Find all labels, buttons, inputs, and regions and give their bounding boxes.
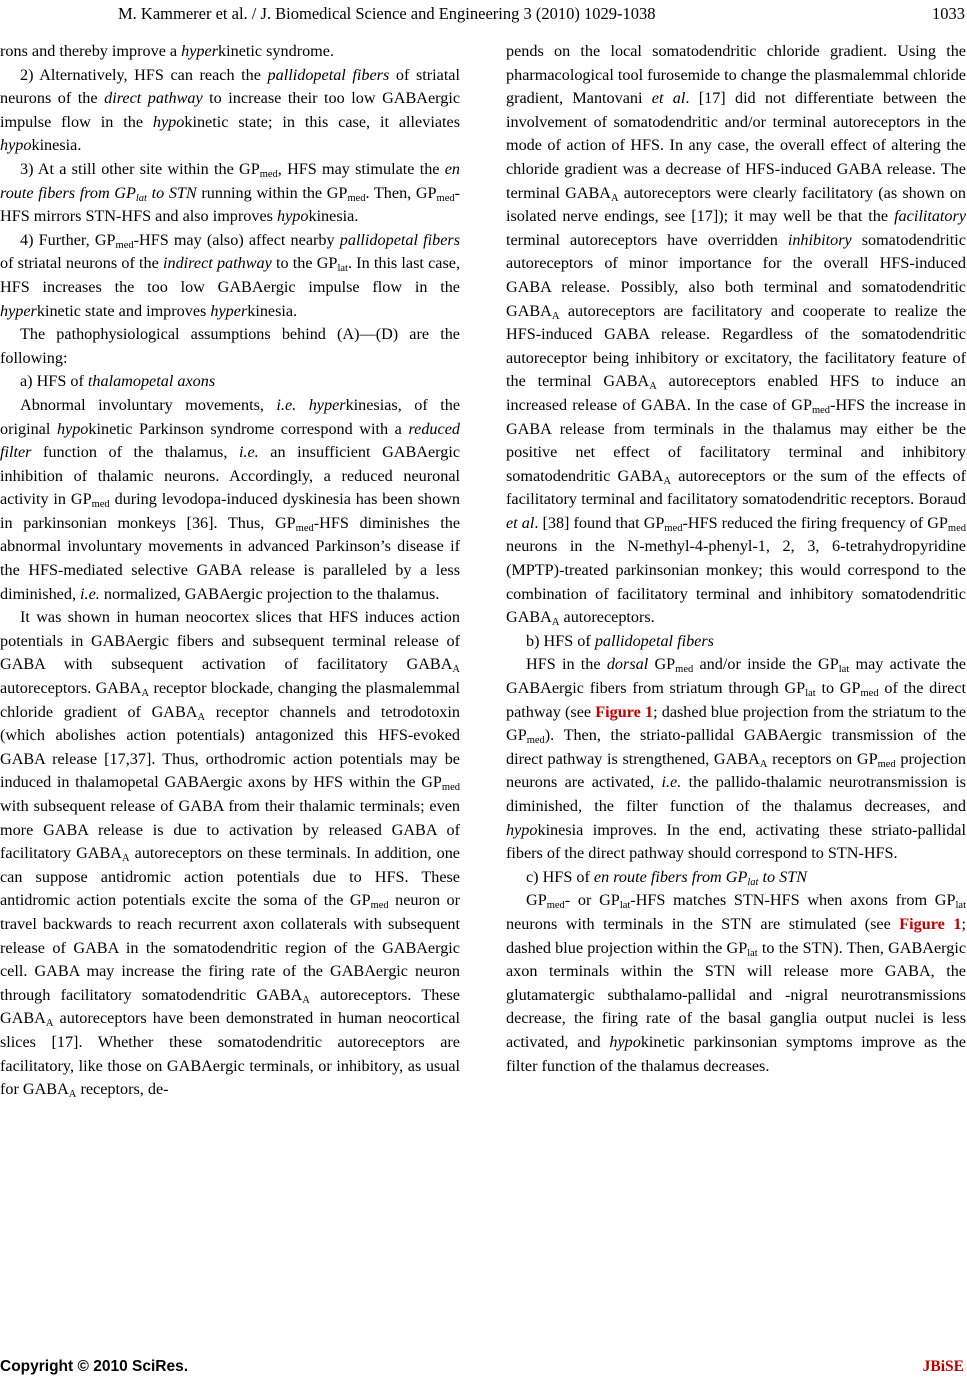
- paragraph-8: pends on the local somatodendritic chloride gradient. Using the pharmacological tool furosemide to change the plasmalemmal chloride gradient, Mantovani et al. [17] did not differentiate between the involvement of somatodendritic and/or terminal autoreceptors in the mode of action of HFS. In any case, the overall effect of altering the chloride gradient was a decrease of HFS-induced GABA release. The terminal $GABA_A$ autoreceptors were clearly facilitatory (as shown on isolated nerve endings, see [17]); it may well be that the facilitatory terminal autoreceptors have overridden inhibitory somatodendritic autoreceptors of minor importance for the overall HFS-induced GABA release. Possibly, also both terminal and somatodendritic $GABA_A$ autoreceptors are facilitatory and cooperate to realize the HFS-induced GABA release. Regardless of the somatodendritic autoreceptor being inhibitory or excitatory, the facilitatory feature of the terminal $GABA_A$ autoreceptors enabled HFS to induce an increased release of GABA. In the case of $GP_{med}$-HFS the increase in GABA release from terminals in the thalamus may either be the positive net effect of facilitatory terminal and inhibitory somatodendritic $GABA_A$ autoreceptors or the sum of the effects of facilitatory terminal and facilitatory somatodendritic receptors. Boraud et al. [38] found that $GP_{med}$-HFS reduced the firing frequency of $GP_{med}$ neurons in the N-methyl-4-phenyl-1, 2, 3, 6-tetrahydropyridine (MPTP)-treated parkinsonian monkey; this would correspond to the combination of facilitatory terminal and inhibitory somatodendritic $GABA_A$ autoreceptors.: [506, 42, 967, 629]
- figure-link[interactable]: Figure 1: [595, 702, 654, 721]
- right-column: [506, 40, 966, 1078]
- paragraph-9: HFS in the dorsal $GP_{med}$ and/or inside the $GP_{lat}$ may activate the GABAergic fibers from striatum through $GP_{lat}$ to $GP_{med}$ of the direct pathway (see Figure 1; dashed blue projection from the striatum to the $GP_{med}$). Then, the striato-pallidal GABAergic transmission of the direct pathway is strengthened, $GABA_A$ receptors on $GP_{med}$ projection neurons are activated, i.e. the pallido-thalamic neurotransmission is diminished, the filter function of the thalamus decreases, and hypokinesia improves. In the end, activating these striato-pallidal fibers of the direct pathway should correspond to STN-HFS.: [506, 655, 966, 863]
- running-header: [0, 4, 967, 26]
- paragraph-2: 2) Alternatively, HFS can reach the pallidopetal fibers of striatal neurons of the direct pathway to increase their too low GABAergic impulse flow in the hypokinetic state; in this case, it alleviates hypokinesia.: [0, 65, 461, 155]
- page-number: 1033: [932, 4, 965, 23]
- figure-link[interactable]: Figure 1: [899, 914, 962, 933]
- journal-brand: JBiSE: [922, 1358, 964, 1375]
- section-heading-b: b) HFS of pallidopetal fibers: [526, 631, 714, 650]
- paragraph-5: The pathophysiological assumptions behind (A)—(D) are the following:: [0, 325, 460, 367]
- copyright-notice: Copyright © 2010 SciRes.: [0, 1358, 189, 1375]
- journal-citation: M. Kammerer et al. / J. Biomedical Science and Engineering 3 (2010) 1029-1038: [118, 4, 656, 23]
- paragraph-3: 3) At a still other site within the $GP_{med}$, HFS may stimulate the en route fibers from $GP_{lat}$ to STN running within the $GP_{med}$. Then, $GP_{med}$-HFS mirrors STN-HFS and also improves hypokinesia.: [0, 159, 460, 226]
- section-heading-c: c) HFS of en route fibers from $GP_{lat}$ to STN: [526, 867, 808, 888]
- left-column: [0, 40, 460, 1102]
- paragraph-4: 4) Further, $GP_{med}$-HFS may (also) affect nearby pallidopetal fibers of striatal neurons of the indirect pathway to the $GP_{lat}$. In this last case, HFS increases the too low GABAergic impulse flow in the hyperkinetic state and improves hyperkinesia.: [0, 230, 461, 320]
- paragraph-6: Abnormal involuntary movements, i.e. hyperkinesias, of the original hypokinetic Parkinson syndrome correspond with a reduced filter function of the thalamus, i.e. an insufficient GABAergic inhibition of thalamic neurons. Accordingly, a reduced neuronal activity in $GP_{med}$ during levodopa-induced dyskinesia has been shown in parkinsonian monkeys [36]. Thus, $GP_{med}$-HFS diminishes the abnormal involuntary movements in advanced Parkinson’s disease if the HFS-mediated selective GABA release is paralleled by a less diminished, i.e. normalized, GABAergic projection to the thalamus.: [0, 395, 461, 603]
- section-heading-a: a) HFS of thalamopetal axons: [20, 372, 216, 391]
- page-footer: [0, 1358, 967, 1380]
- paragraph-1: rons and thereby improve a hyperkinetic syndrome.: [0, 42, 334, 60]
- paragraph-7: It was shown in human neocortex slices that HFS induces action potentials in GABAergic fibers and subsequent terminal release of GABA with subsequent activation of facilitatory $GABA_A$ autoreceptors. $GABA_A$ receptor blockade, changing the plasmalemmal chloride gradient of $GABA_A$ receptor channels and tetrodotoxin (which abolishes action potentials) antagonized this HFS-evoked GABA release [17,37]. Thus, orthodromic action potentials may be induced in thalamopetal GABAergic axons by HFS within the $GP_{med}$ with subsequent release of GABA from their thalamic terminals; even more GABA release is due to activation by released GABA of facilitatory $GABA_A$ autoreceptors on these terminals. In addition, one can suppose antidromic action potentials due to HFS. These antidromic action potentials excite the soma of the $GP_{med}$ neuron or travel backwards to reach recurrent axon collaterals with subsequent release of GABA in the somatodendritic region of the GABAergic cell. GABA may increase the firing rate of the GABAergic neuron through facilitatory somatodendritic $GABA_A$ autoreceptors. These $GABA_A$ autoreceptors have been demonstrated in human neocortical slices [17]. Whether these somatodendritic autoreceptors are facilitatory, like those on GABAergic terminals, or inhibitory, as usual for $GABA_A$ receptors, de-: [0, 608, 460, 1101]
- paragraph-10: $GP_{med}-$ or $GP_{lat}$-HFS matches STN-HFS when axons from $GP_{lat}$ neurons with terminals in the STN are stimulated (see Figure 1; dashed blue projection within the $GP_{lat}$ to the STN). Then, GABAergic axon terminals within the STN will release more GABA, the glutamatergic subthalamo-pallidal and -nigral neurotransmissions decrease, the firing rate of the basal ganglia output nuclei is less activated, and hypokinetic parkinsonian symptoms improve as the filter function of the thalamus decreases.: [506, 891, 966, 1075]
